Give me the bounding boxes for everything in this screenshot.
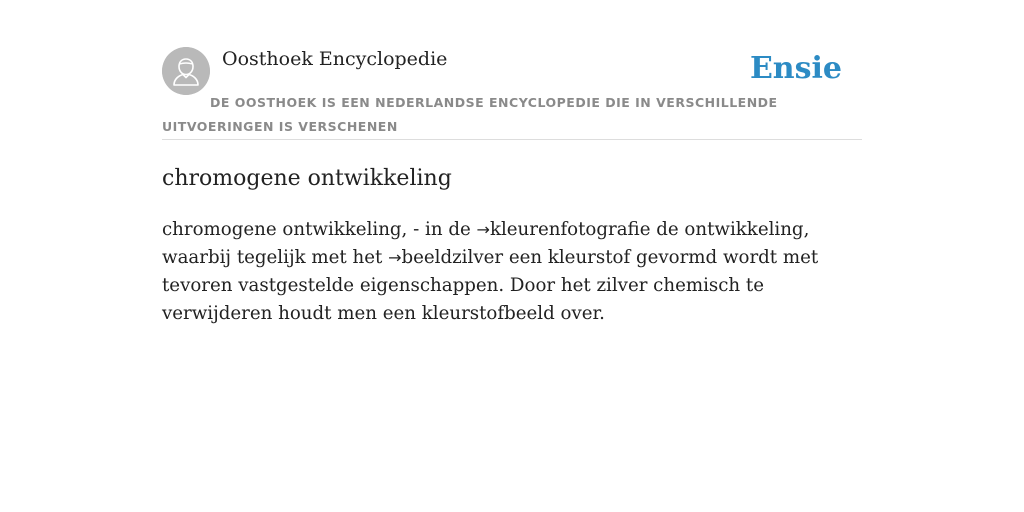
- header: [162, 47, 862, 140]
- link-beeldzilver[interactable]: [388, 247, 503, 268]
- link-label: kleurenfotografie: [489, 219, 651, 240]
- link-label: beeldzilver: [401, 247, 504, 268]
- arrow-right-icon: →: [476, 220, 490, 239]
- arrow-right-icon: →: [388, 248, 402, 267]
- user-icon[interactable]: [162, 47, 210, 95]
- site-tagline: DE OOSTHOEK IS EEN NEDERLANDSE ENCYCLOPEDIE DIE IN VERSCHILLENDE UITVOERINGEN IS VERSCHENEN: [162, 95, 778, 134]
- site-name[interactable]: Oosthoek Encyclopedie: [222, 48, 448, 70]
- article-body: [162, 216, 862, 328]
- page-container: [162, 47, 862, 328]
- link-kleurenfotografie[interactable]: [477, 219, 651, 240]
- brand-logo[interactable]: Ensie: [749, 51, 842, 86]
- article-text-2: de ontwikkeling, waarbij tegelijk met het: [162, 219, 810, 268]
- article-text-3: een kleurstof gevormd wordt met tevoren vastgestelde eigenschappen. Door het zilver chemisch te verwijderen houdt men een kleurstofbeeld over.: [162, 247, 819, 324]
- page-title: chromogene ontwikkeling: [162, 166, 452, 191]
- article-text-1: chromogene ontwikkeling, - in de: [162, 219, 477, 240]
